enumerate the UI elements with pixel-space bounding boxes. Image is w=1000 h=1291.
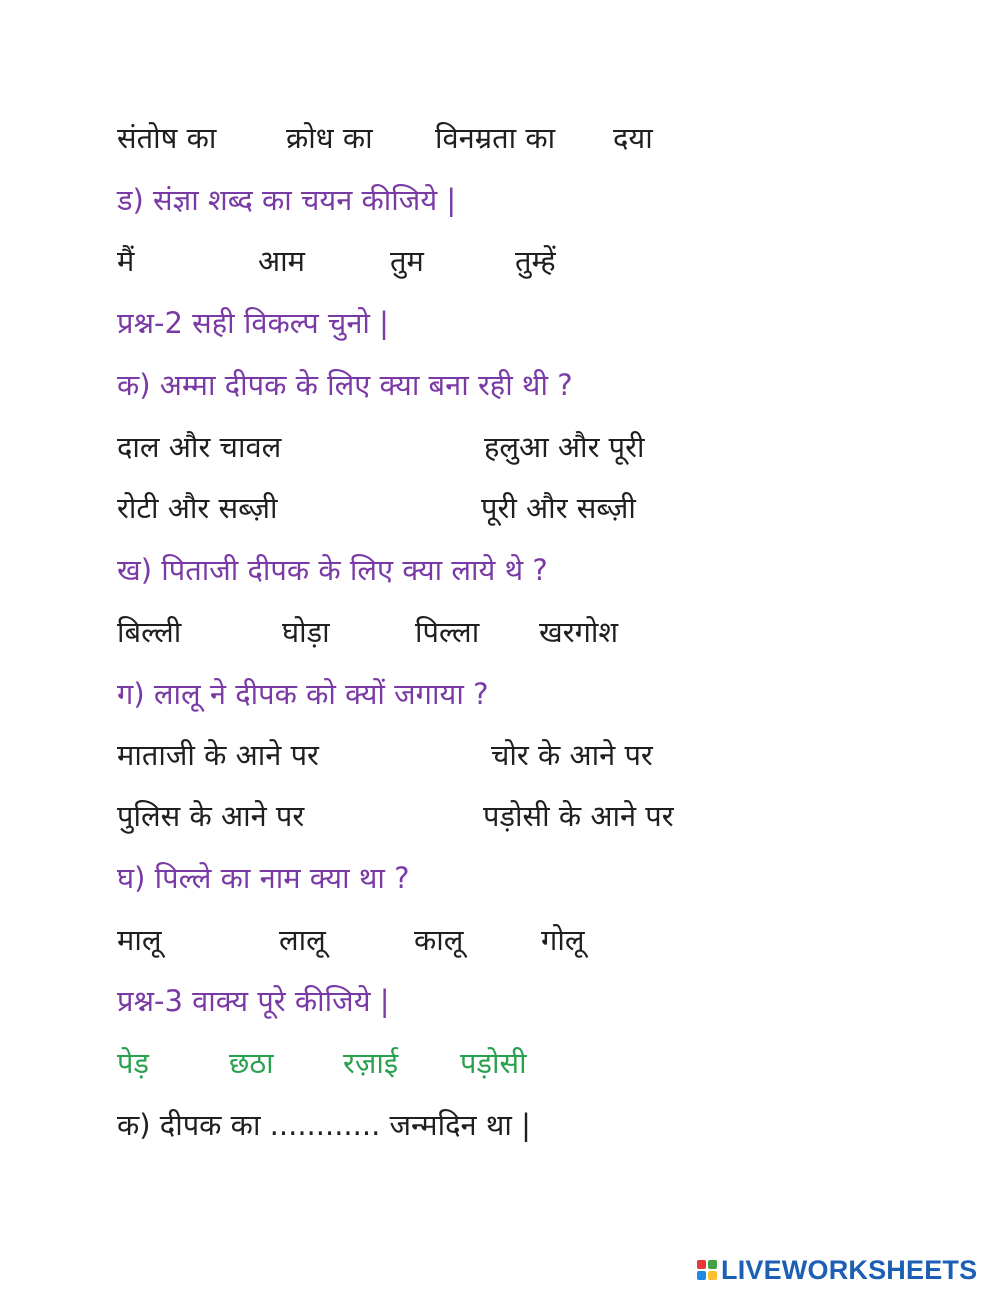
option-tumhe: तुम्हें [515, 244, 556, 278]
option-vinamrata: विनम्रता का [435, 121, 556, 155]
word-razai: रज़ाई [343, 1046, 399, 1080]
option-padosi: पड़ोसी के आने पर [483, 799, 674, 833]
section-2-title: प्रश्न-2 सही विकल्प चुनो | [117, 306, 389, 340]
question-d: ड) संज्ञा शब्द का चयन कीजिये | [117, 183, 457, 217]
option-golu: गोलू [541, 923, 585, 957]
option-daya: दया [613, 121, 653, 155]
option-lalu: लालू [279, 923, 326, 957]
option-halua-puri: हलुआ और पूरी [484, 430, 645, 464]
option-chor: चोर के आने पर [491, 738, 653, 772]
question-3-ka: क) दीपक का ............ जन्मदिन था | [117, 1108, 531, 1142]
option-dal-chawal: दाल और चावल [117, 430, 282, 464]
logo-block-red [697, 1260, 706, 1269]
question-2-gha: घ) पिल्ले का नाम क्या था ? [117, 861, 410, 895]
word-ped: पेड़ [117, 1046, 149, 1080]
option-main: मैं [117, 244, 135, 278]
option-krodh: क्रोध का [286, 121, 373, 155]
question-2-ka: क) अम्मा दीपक के लिए क्या बना रही थी ? [117, 368, 573, 402]
option-malu: मालू [117, 923, 162, 957]
option-khargosh: खरगोश [539, 615, 619, 649]
option-billi: बिल्ली [117, 615, 182, 649]
logo-block-yellow [708, 1271, 717, 1280]
option-tum: तुम [390, 244, 424, 278]
option-roti-sabzi: रोटी और सब्ज़ी [117, 491, 278, 525]
section-3-title: प्रश्न-3 वाक्य पूरे कीजिये | [117, 984, 390, 1018]
logo-blocks-icon [697, 1260, 717, 1280]
logo-text: LIVEWORKSHEETS [721, 1254, 978, 1285]
question-2-ga: ग) लालू ने दीपक को क्यों जगाया ? [117, 677, 489, 711]
option-ghoda: घोड़ा [282, 615, 330, 649]
option-aam: आम [258, 244, 305, 278]
logo-block-blue [697, 1271, 706, 1280]
word-chhatha: छठा [229, 1046, 274, 1080]
option-police: पुलिस के आने पर [117, 799, 305, 833]
logo-block-green [708, 1260, 717, 1269]
option-puri-sabzi: पूरी और सब्ज़ी [481, 491, 636, 525]
option-santosh: संतोष का [117, 121, 217, 155]
option-pilla: पिल्ला [415, 615, 480, 649]
option-mataji: माताजी के आने पर [117, 738, 319, 772]
word-padosi: पड़ोसी [460, 1046, 527, 1080]
liveworksheets-logo[interactable] [697, 1252, 977, 1288]
question-2-kha: ख) पिताजी दीपक के लिए क्या लाये थे ? [117, 553, 548, 587]
option-kalu: कालू [414, 923, 464, 957]
